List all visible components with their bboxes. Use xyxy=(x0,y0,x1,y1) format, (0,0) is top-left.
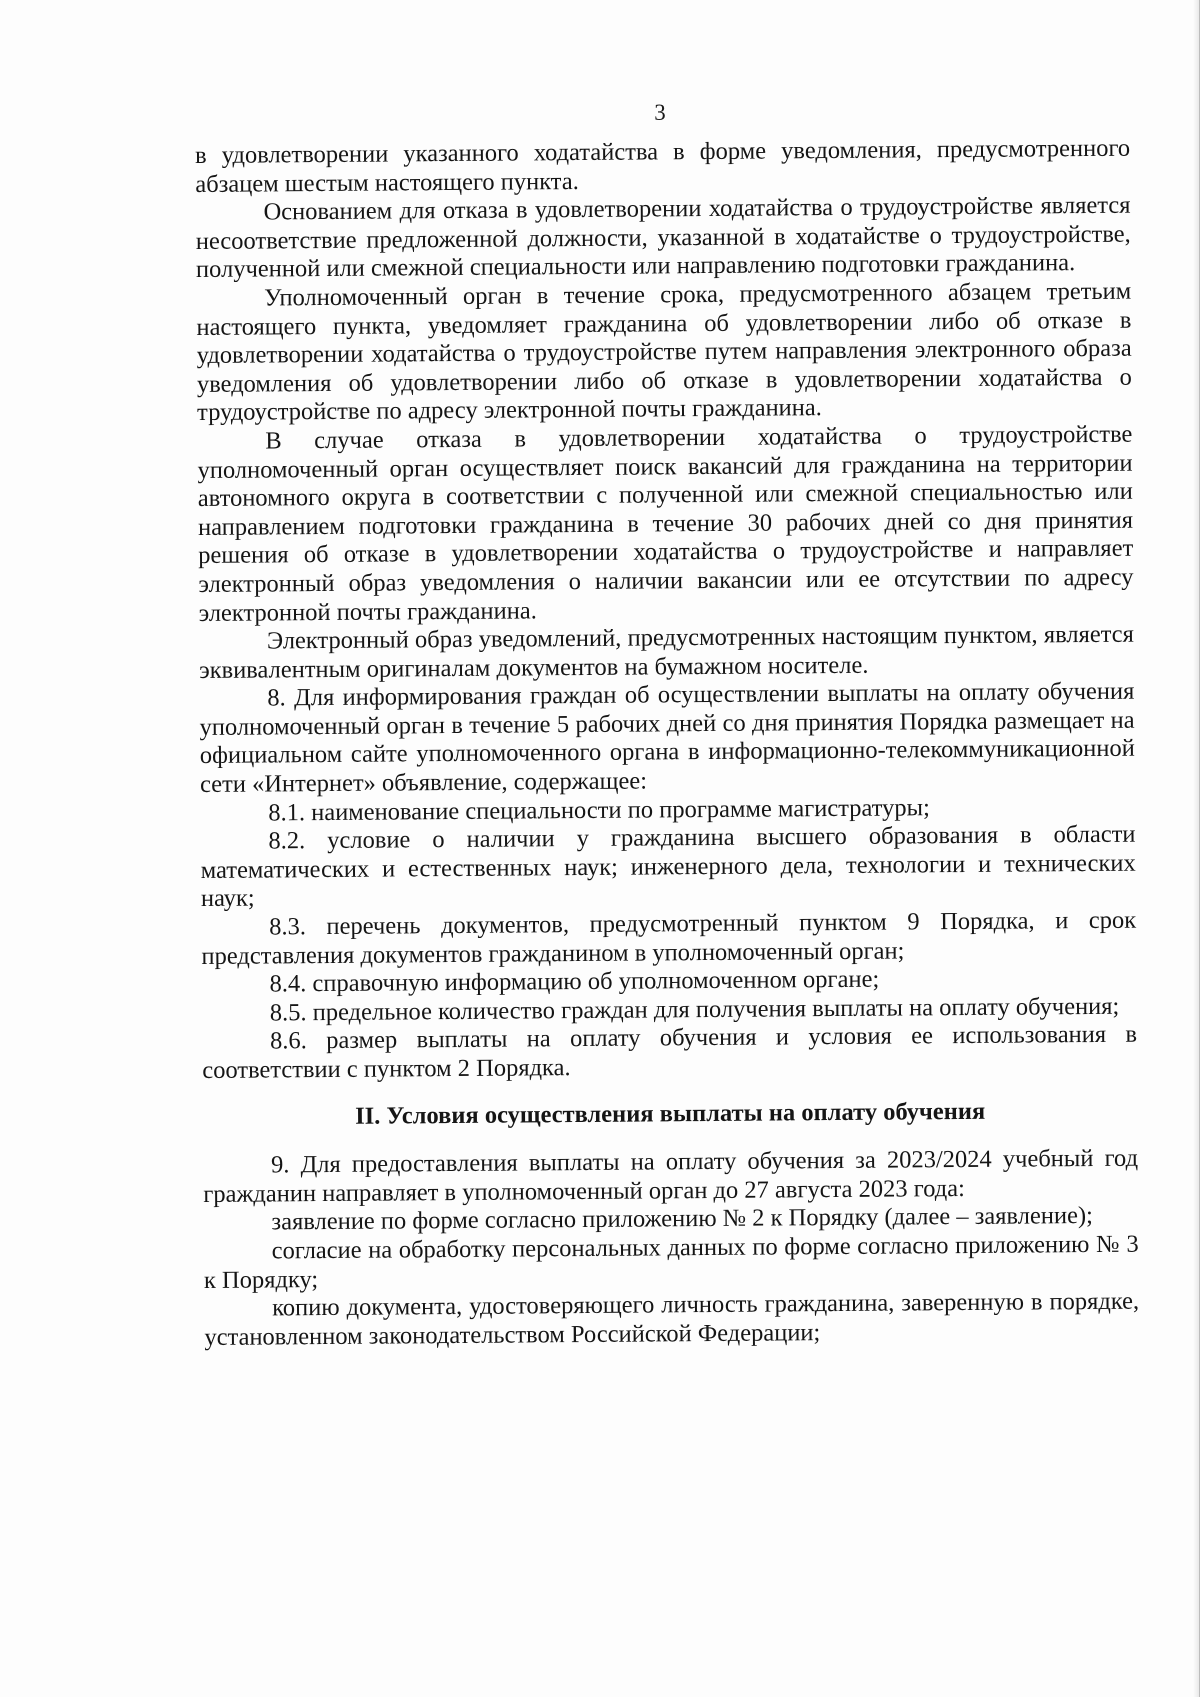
paragraph-consent: согласие на обработку персональных данных по форме согласно приложению № 3 к Порядку; xyxy=(203,1230,1139,1294)
paragraph-continuation: в удовлетворении указанного ходатайства в форме уведомления, предусмотренного абзацем шестым настоящего пункта. xyxy=(195,134,1131,198)
paragraph-electronic-image: Электронный образ уведомлений, предусмотренных настоящим пунктом, является эквивалентным оригиналам документов на бумажном носителе. xyxy=(199,620,1135,684)
page-edge-shadow xyxy=(1193,0,1199,1697)
paragraph-item-9: 9. Для предоставления выплаты на оплату обучения за 2023/2024 учебный год гражданин направляет в уполномоченный орган до 27 августа 2023 года: xyxy=(203,1144,1139,1208)
paragraph-item-8-5: 8.5. предельное количество граждан для получения выплаты на оплату обучения; xyxy=(269,992,1120,1027)
document-body xyxy=(195,135,1139,1353)
paragraph-item-8-2: 8.2. условие о наличии у гражданина высшего образования в области математических и естественных наук; инженерного дела, технологии и технических наук; xyxy=(200,820,1136,913)
paragraph-identity-copy: копию документа, удостоверяющего личность гражданина, заверенную в порядке, установленном законодательством Российской Федерации; xyxy=(204,1287,1140,1351)
paragraph-refusal-grounds: Основанием для отказа в удовлетворении ходатайства о трудоустройстве является несоответствие предложенной должности, указанной в ходатайстве о трудоустройстве, полученной или смежной специальности или направлению подготовки гражданина. xyxy=(195,191,1131,284)
paragraph-item-8-4: 8.4. справочную информацию об уполномоченном органе; xyxy=(269,965,880,998)
paragraph-vacancy-search: В случае отказа в удовлетворении ходатайства о трудоустройстве уполномоченный орган осуществляет поиск вакансий для гражданина на территории автономного округа в соответствии с полученной или смежной специальностью или направлением подготовки гражданина в течение 30 рабочих дней со дня принятия решения об отказе в удовлетворении ходатайства о трудоустройстве и направляет электронный образ уведомления о наличии вакансии или ее отсутствии по адресу электронной почты гражданина. xyxy=(197,420,1134,627)
paragraph-item-8-1: 8.1. наименование специальности по программе магистратуры; xyxy=(268,793,930,827)
paragraph-item-8-3: 8.3. перечень документов, предусмотренный пунктом 9 Порядка, и срок представления документов гражданином в уполномоченный орган; xyxy=(201,906,1137,970)
paragraph-notification: Уполномоченный орган в течение срока, предусмотренного абзацем третьим настоящего пункта, уведомляет гражданина об удовлетворении либо об отказе в удовлетворении ходатайства о трудоустройстве путем направления электронного образа уведомления об удовлетворении либо об отказе в удовлетворении ходатайства о трудоустройстве по адресу электронной почты гражданина. xyxy=(196,277,1132,427)
paragraph-application: заявление по форме согласно приложению № 2 к Порядку (далее – заявление); xyxy=(271,1202,1093,1236)
section-heading: II. Условия осуществления выплаты на оплату обучения xyxy=(355,1097,986,1130)
paragraph-item-8-6: 8.6. размер выплаты на оплату обучения и условия ее использования в соответствии с пунктом 2 Порядка. xyxy=(202,1021,1138,1084)
page-number: 3 xyxy=(654,100,666,125)
paragraph-item-8: 8. Для информирования граждан об осуществлении выплаты на оплату обучения уполномоченный орган в течение 5 рабочих дней со дня принятия Порядка размещает на официальном сайте уполномоченного органа в информационно-телекоммуникационной сети «Интернет» объявление, содержащее: xyxy=(199,677,1135,799)
